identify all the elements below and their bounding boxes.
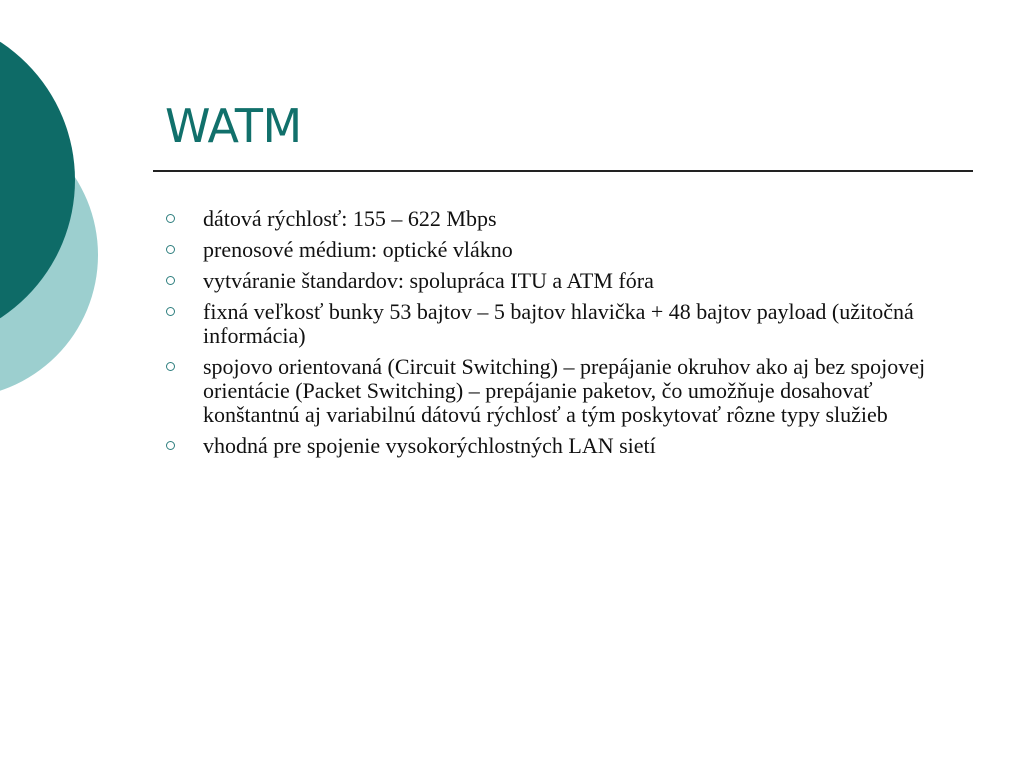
slide-title: WATM (165, 99, 302, 153)
hollow-circle-bullet-icon (166, 362, 175, 371)
title-divider (153, 170, 973, 172)
bullet-text: vytváranie štandardov: spolupráca ITU a ATM fóra (203, 268, 654, 293)
bullet-item (163, 355, 973, 427)
hollow-circle-bullet-icon (166, 276, 175, 285)
bullet-text: vhodná pre spojenie vysokorýchlostných LAN sietí (203, 433, 656, 458)
bullet-text: fixná veľkosť bunky 53 bajtov – 5 bajtov hlavička + 48 bajtov payload (užitočná informácia) (203, 299, 914, 348)
bullet-text: prenosové médium: optické vlákno (203, 237, 513, 262)
bullet-item (163, 269, 973, 293)
hollow-circle-bullet-icon (166, 214, 175, 223)
bullet-text: spojovo orientovaná (Circuit Switching) – prepájanie okruhov ako aj bez spojovej orientácie (Packet Switching) – prepájanie paketov, čo umožňuje dosahovať konštantnú aj variabilnú dátovú rýchlosť a tým poskytovať rôzne typy služieb (203, 354, 926, 427)
hollow-circle-bullet-icon (166, 441, 175, 450)
bullet-item (163, 434, 973, 458)
hollow-circle-bullet-icon (166, 307, 175, 316)
bullet-item (163, 207, 973, 231)
bullet-item (163, 300, 973, 348)
bullet-text: dátová rýchlosť: 155 – 622 Mbps (203, 206, 497, 231)
bullet-list (163, 207, 973, 465)
bullet-item (163, 238, 973, 262)
hollow-circle-bullet-icon (166, 245, 175, 254)
